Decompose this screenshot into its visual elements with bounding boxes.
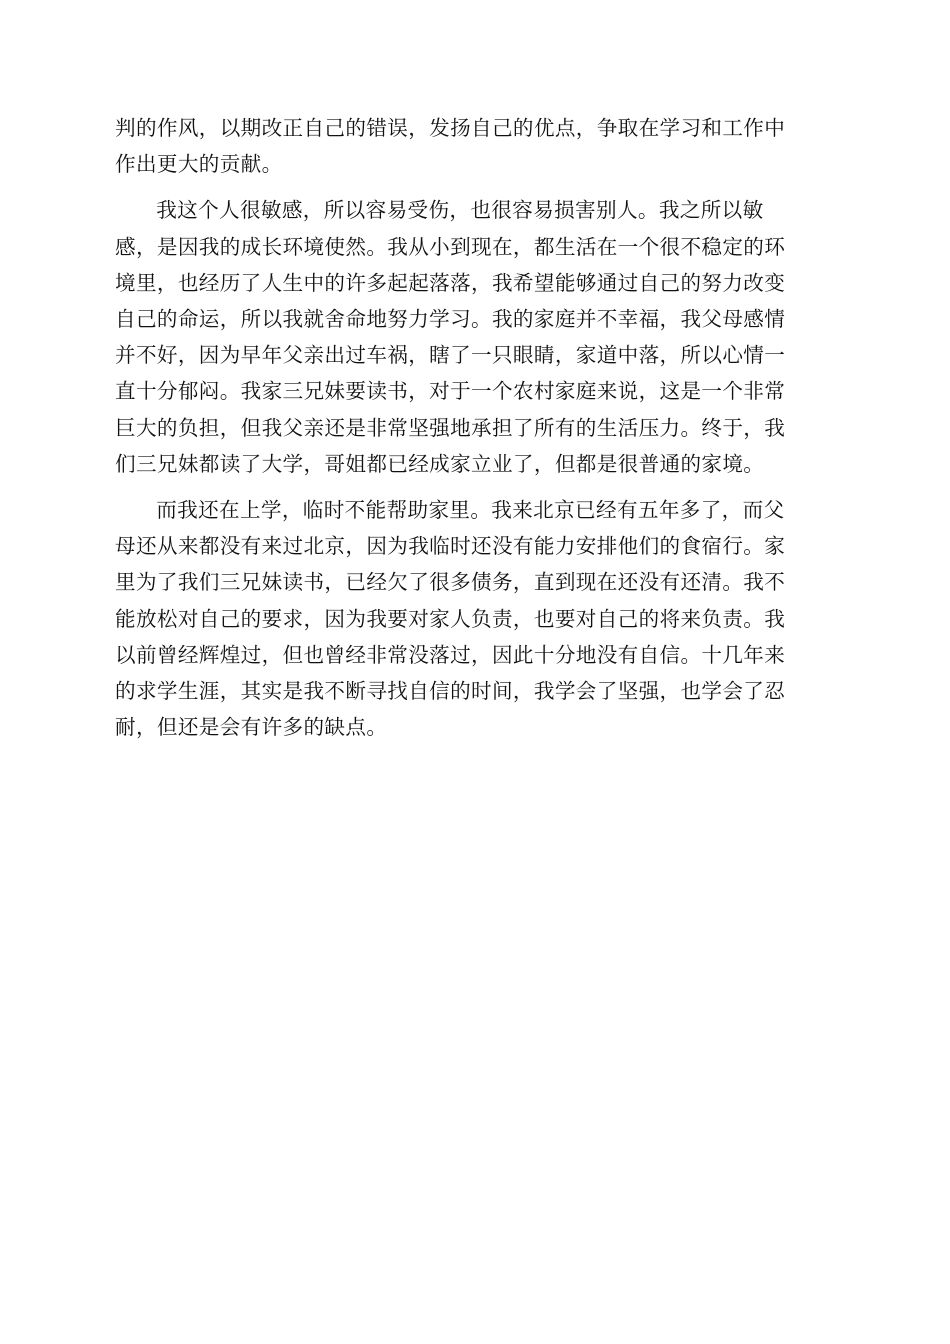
paragraph-3 <box>115 492 831 745</box>
text-line: 感，是因我的成长环境使然。我从小到现在，都生活在一个很不稳定的环 <box>115 234 786 259</box>
text-line: 耐，但还是会有许多的缺点。 <box>115 715 388 740</box>
text-line: 里为了我们三兄妹读书，已经欠了很多债务，直到现在还没有还清。我不 <box>115 570 786 595</box>
text-line: 直十分郁闷。我家三兄妹要读书，对于一个农村家庭来说，这是一个非常 <box>115 379 786 404</box>
text-line: 巨大的负担，但我父亲还是非常坚强地承担了所有的生活压力。终于，我 <box>115 415 786 440</box>
text-line: 自己的命运，所以我就舍命地努力学习。我的家庭并不幸福，我父母感情 <box>115 307 786 332</box>
text-line: 能放松对自己的要求，因为我要对家人负责，也要对自己的将来负责。我 <box>115 606 786 631</box>
text-line: 们三兄妹都读了大学，哥姐都已经成家立业了，但都是很普通的家境。 <box>115 451 765 476</box>
text-line: 作出更大的贡献。 <box>115 152 283 177</box>
text-line: 母还从来都没有来过北京，因为我临时还没有能力安排他们的食宿行。家 <box>115 534 786 559</box>
text-line: 而我还在上学，临时不能帮助家里。我来北京已经有五年多了，而父 <box>156 498 785 523</box>
document-body <box>115 110 831 755</box>
text-line: 的求学生涯，其实是我不断寻找自信的时间，我学会了坚强，也学会了忍 <box>115 679 786 704</box>
paragraph-1 <box>115 110 831 182</box>
paragraph-2 <box>115 192 831 482</box>
text-line: 境里，也经历了人生中的许多起起落落，我希望能够通过自己的努力改变 <box>115 270 786 295</box>
text-line: 并不好，因为早年父亲出过车祸，瞎了一只眼睛，家道中落，所以心情一 <box>115 343 786 368</box>
text-line: 以前曾经辉煌过，但也曾经非常没落过，因此十分地没有自信。十几年来 <box>115 642 786 667</box>
text-line: 判的作风，以期改正自己的错误，发扬自己的优点，争取在学习和工作中 <box>115 116 786 140</box>
text-line: 我这个人很敏感，所以容易受伤，也很容易损害别人。我之所以敏 <box>156 198 764 223</box>
